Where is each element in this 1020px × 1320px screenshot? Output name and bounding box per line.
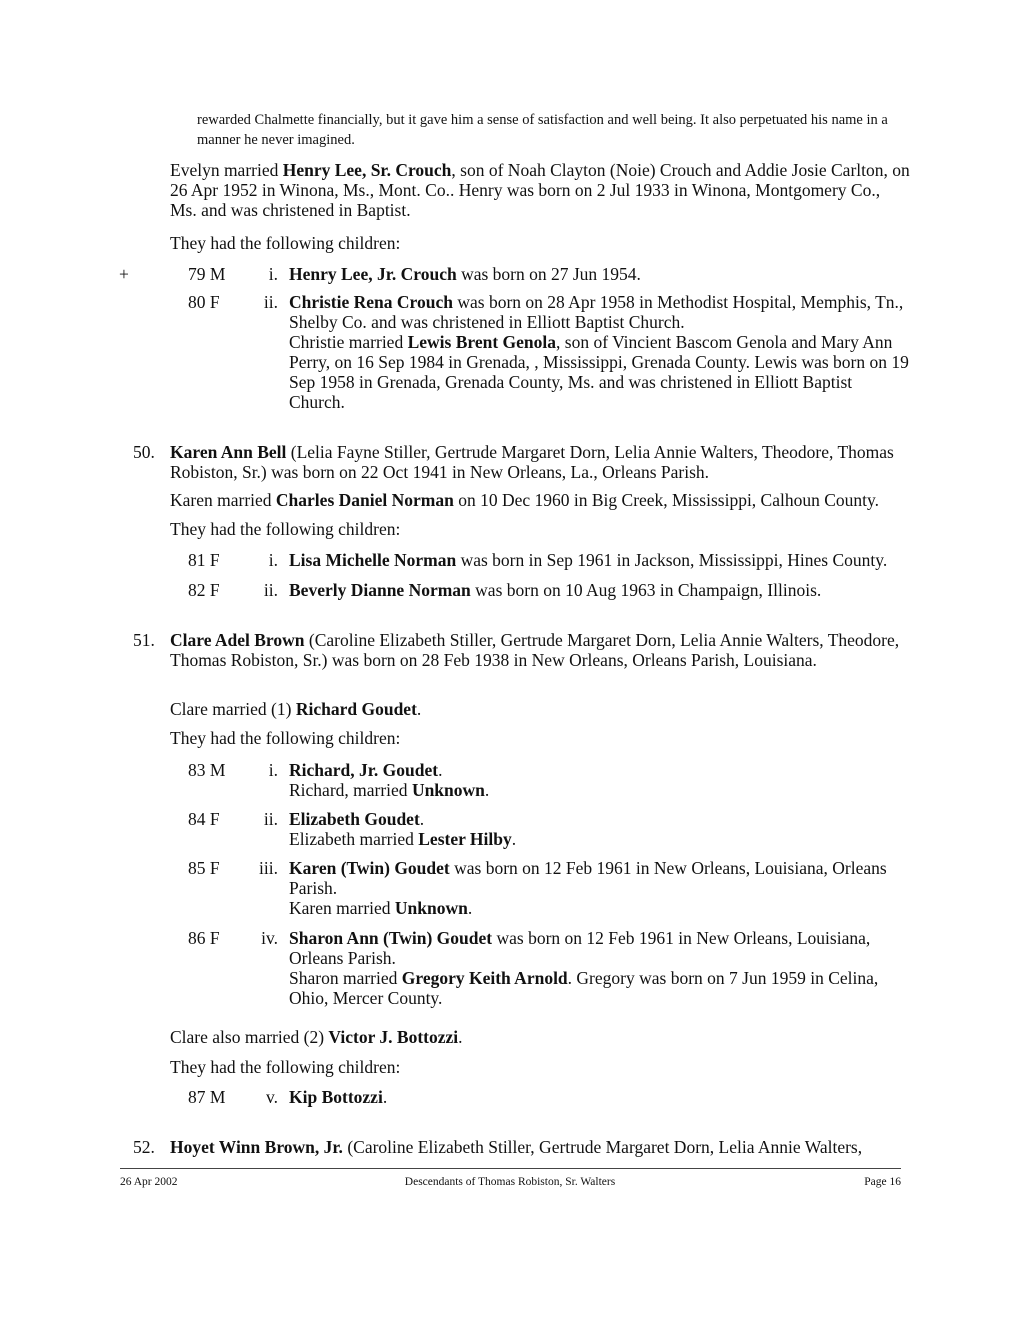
child-id: 87 M	[188, 1087, 226, 1107]
text: .	[419, 809, 425, 829]
entry-52-heading	[170, 1137, 910, 1157]
person-name: Clare Adel Brown	[170, 630, 305, 650]
child-name: Kip Bottozzi	[289, 1087, 383, 1107]
child-entry	[289, 292, 909, 412]
child-name: Christie Rena Crouch	[289, 292, 453, 312]
child-id: 81 F	[188, 550, 220, 570]
child-id: 82 F	[188, 580, 220, 600]
child-entry	[289, 550, 909, 570]
marriage-paragraph	[170, 490, 910, 510]
child-roman: i.	[268, 550, 278, 570]
spouse-name: Richard Goudet	[295, 699, 417, 719]
child-roman: iii.	[259, 858, 278, 878]
child-id: 80 F	[188, 292, 220, 312]
text: .	[438, 760, 443, 780]
entry-50-heading	[170, 442, 910, 482]
spouse-name: Gregory Keith Arnold	[401, 968, 568, 988]
text: .	[511, 829, 517, 849]
child-id: 83 M	[188, 760, 226, 780]
text: on 10 Dec 1960 in Big Creek, Mississippi, Calhoun County.	[453, 490, 880, 510]
child-roman: ii.	[263, 292, 278, 312]
child-roman: ii.	[263, 580, 278, 600]
text: Richard, married	[289, 780, 412, 800]
child-name: Elizabeth Goudet	[289, 809, 420, 829]
children-intro: They had the following children:	[170, 1057, 401, 1077]
text: .	[484, 780, 490, 800]
child-id: 84 F	[188, 809, 220, 829]
footer-divider	[120, 1168, 901, 1169]
children-intro: They had the following children:	[170, 519, 401, 539]
entry-number: 50.	[133, 442, 155, 462]
child-entry	[289, 809, 909, 849]
child-entry	[289, 264, 909, 284]
text: .	[458, 1027, 463, 1047]
spouse-name: Charles Daniel Norman	[275, 490, 454, 510]
text: Karen married	[170, 490, 276, 510]
text: (Caroline Elizabeth Stiller, Gertrude Margaret Dorn, Lelia Annie Walters,	[342, 1137, 863, 1157]
text: Elizabeth married	[289, 829, 419, 849]
text: Christie married	[289, 332, 408, 352]
footer-page-number: Page 16	[864, 1176, 901, 1188]
spouse-name: Lewis Brent Genola	[407, 332, 557, 352]
text: Clare also married (2)	[170, 1027, 329, 1047]
child-entry	[289, 1087, 909, 1107]
marriage-paragraph	[170, 1027, 910, 1047]
child-name: Henry Lee, Jr. Crouch	[289, 264, 457, 284]
text: .	[416, 699, 422, 719]
spouse-name: Henry Lee, Sr. Crouch	[282, 160, 452, 180]
footer-title: Descendants of Thomas Robiston, Sr. Walters	[404, 1176, 616, 1188]
footer-date: 26 Apr 2002	[120, 1176, 178, 1188]
child-id: 86 F	[188, 928, 220, 948]
child-id: 79 M	[188, 264, 226, 284]
text: was born on 27 Jun 1954.	[456, 264, 641, 284]
children-intro: They had the following children:	[170, 233, 401, 253]
child-entry	[289, 858, 909, 918]
text: Karen married	[289, 898, 395, 918]
text: (Lelia Fayne Stiller, Gertrude Margaret Dorn, Lelia Annie Walters, Theodore, Thomas Robiston, Sr.) was born on 22 Oct 1941 in New Orleans, La., Orleans Parish.	[170, 442, 894, 482]
entry-51-heading	[170, 630, 910, 670]
entry-number: 51.	[133, 630, 155, 650]
text: .	[467, 898, 473, 918]
text: . Gregory was born on 7 Jun 1959 in Celina, Ohio, Mercer County.	[289, 968, 879, 1008]
child-name: Beverly Dianne Norman	[289, 580, 471, 600]
child-name: Lisa Michelle Norman	[289, 550, 457, 570]
text: .	[382, 1087, 388, 1107]
text: Evelyn married	[170, 160, 283, 180]
text: , son of Vincient Bascom Genola and Mary Ann Perry, on 16 Sep 1984 in Grenada, , Mississippi, Grenada County. Lewis was born on 19 Sep 1958 in Grenada, Grenada County, Ms. and was christened in Elliott Baptist Church.	[289, 332, 909, 412]
spouse-name: Lester Hilby	[418, 829, 512, 849]
entry-number: 52.	[133, 1137, 155, 1157]
child-entry	[289, 760, 909, 800]
text: Sharon married	[289, 968, 402, 988]
marriage-paragraph	[170, 699, 910, 719]
person-name: Hoyet Winn Brown, Jr.	[170, 1137, 343, 1157]
person-name: Karen Ann Bell	[170, 442, 287, 462]
child-roman: v.	[266, 1087, 278, 1107]
child-name: Sharon Ann (Twin) Goudet	[289, 928, 493, 948]
child-roman: i.	[268, 264, 278, 284]
has-descendants-marker: +	[119, 264, 129, 284]
text: was born on 10 Aug 1963 in Champaign, Illinois.	[470, 580, 822, 600]
text: was born on 28 Apr 1958 in Methodist Hospital, Memphis, Tn., Shelby Co. and was christened in Elliott Baptist Church.	[289, 292, 904, 332]
spouse-name: Victor J. Bottozzi	[328, 1027, 459, 1047]
text: (Caroline Elizabeth Stiller, Gertrude Margaret Dorn, Lelia Annie Walters, Theodore, Thomas Robiston, Sr.) was born on 28 Feb 1938 in New Orleans, Orleans Parish, Louisiana.	[170, 630, 900, 670]
text: was born on 12 Feb 1961 in New Orleans, Louisiana, Orleans Parish.	[289, 928, 871, 968]
child-entry	[289, 928, 909, 1008]
child-roman: i.	[268, 760, 278, 780]
text: was born on 12 Feb 1961 in New Orleans, Louisiana, Orleans Parish.	[289, 858, 887, 898]
spouse-name: Unknown	[411, 780, 485, 800]
spouse-name: Unknown	[394, 898, 468, 918]
text: Clare married (1)	[170, 699, 296, 719]
child-name: Karen (Twin) Goudet	[289, 858, 450, 878]
intro-text: rewarded Chalmette financially, but it gave him a sense of satisfaction and well being. It also perpetuated his name in a manner he never imagined.	[197, 112, 888, 148]
child-roman: iv.	[261, 928, 278, 948]
evelyn-marriage-paragraph	[170, 160, 910, 220]
children-intro: They had the following children:	[170, 728, 401, 748]
text: was born in Sep 1961 in Jackson, Mississippi, Hines County.	[456, 550, 888, 570]
child-entry	[289, 580, 909, 600]
child-id: 85 F	[188, 858, 220, 878]
child-name: Richard, Jr. Goudet	[289, 760, 439, 780]
child-roman: ii.	[263, 809, 278, 829]
text: , son of Noah Clayton (Noie) Crouch and Addie Josie Carlton, on 26 Apr 1952 in Winona, Ms., Mont. Co.. Henry was born on 2 Jul 1933 in Winona, Montgomery Co., Ms. and was christened in Baptist.	[170, 160, 910, 220]
